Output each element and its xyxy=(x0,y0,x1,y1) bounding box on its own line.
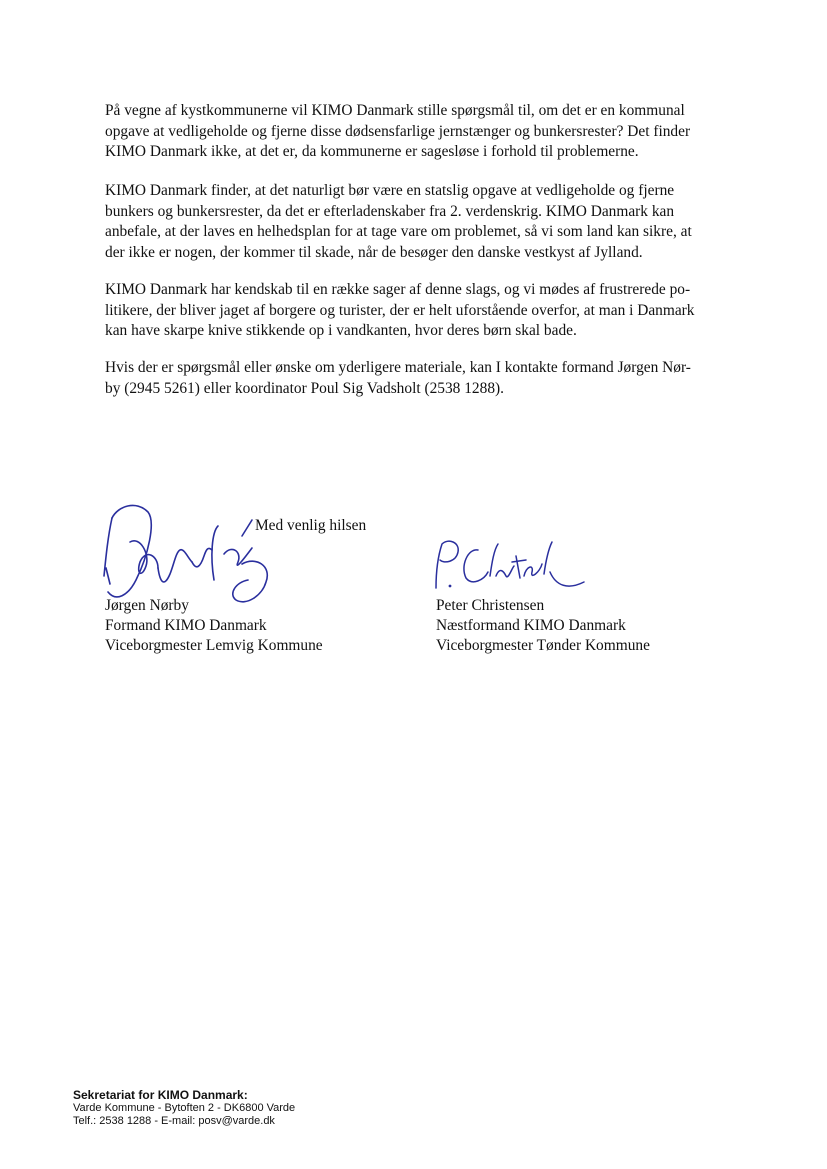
signatory-right xyxy=(436,596,650,656)
paragraph-line: litikere, der bliver jaget af borgere og turister, der er helt uforstående overfor, at man i Danmark xyxy=(105,301,695,319)
signatory-name: Jørgen Nørby xyxy=(105,597,189,614)
paragraph-line: by (2945 5261) eller koordinator Poul Sig Vadsholt (2538 1288). xyxy=(105,379,504,397)
signatory-office: Viceborgmester Lemvig Kommune xyxy=(105,637,323,654)
paragraph-line: KIMO Danmark finder, at det naturligt bør være en statslig opgave at vedligeholde og fjerne xyxy=(105,182,675,199)
footer-title: Sekretariat for KIMO Danmark: xyxy=(73,1088,248,1102)
signatory-left xyxy=(105,596,323,656)
paragraph-line: KIMO Danmark har kendskab til en række sager af denne slags, og vi mødes af frustrerede po- xyxy=(105,281,691,298)
paragraph-3 xyxy=(105,280,745,342)
paragraph-line: opgave at vedligeholde og fjerne disse dødsensfarlige jernstænger og bunkersrester? Det finder xyxy=(105,122,691,140)
signature-christensen xyxy=(428,536,588,596)
paragraph-4 xyxy=(105,358,745,399)
signatory-name: Peter Christensen xyxy=(436,597,545,614)
paragraph-line: Hvis der er spørgsmål eller ønske om yderligere materiale, kan I kontakte formand Jørgen Nør- xyxy=(105,359,691,376)
footer-contact: Telf.: 2538 1288 - E-mail: posv@varde.dk xyxy=(73,1115,275,1127)
paragraph-line: På vegne af kystkommunerne vil KIMO Danmark stille spørgsmål til, om det er en kommunal xyxy=(105,102,685,119)
paragraph-line: der ikke er nogen, der kommer til skade, når de besøger den danske vestkyst af Jylland. xyxy=(105,243,643,261)
paragraph-2 xyxy=(105,181,745,263)
footer-secretariat xyxy=(73,1089,295,1128)
paragraph-line: kan have skarpe knive stikkende op i vandkanten, hvor deres børn skal bade. xyxy=(105,322,577,339)
paragraph-line: KIMO Danmark ikke, at det er, da kommunerne er sagesløse i forhold til problemerne. xyxy=(105,143,639,160)
paragraph-line: anbefale, at der laves en helhedsplan for at tage vare om problemet, så vi som land kan sikre, at xyxy=(105,223,692,240)
closing-greeting: Med venlig hilsen xyxy=(255,517,367,534)
paragraph-1 xyxy=(105,101,745,163)
signatory-office: Viceborgmester Tønder Kommune xyxy=(436,637,650,654)
signatory-role: Næstformand KIMO Danmark xyxy=(436,617,626,634)
signatory-role: Formand KIMO Danmark xyxy=(105,617,267,634)
paragraph-line: bunkers og bunkersrester, da det er efterladenskaber fra 2. verdenskrig. KIMO Danmark kan xyxy=(105,202,675,220)
footer-address: Varde Kommune - Bytoften 2 - DK6800 Varde xyxy=(73,1102,296,1114)
